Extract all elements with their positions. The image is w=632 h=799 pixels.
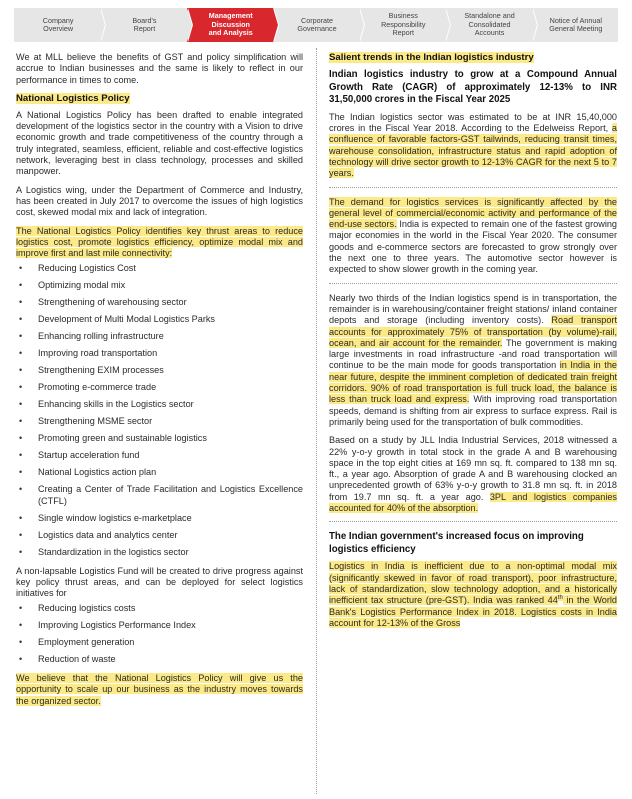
list-item: • Reducing logistics costs xyxy=(16,603,303,614)
transport-paragraph: Nearly two thirds of the Indian logistics spend is in transportation, the remainder is in warehousing/container freight stations/ inland container depots and storage (including inventory costs). Road transport accounts for approximately 75% of transportation (by volume)-rail, ocean, and air account for the remainder. The government is making large investments in road infrastructure -and road transportation will continue to be the main mode for goods transportation in India in the near future, despite the imminent completion of dedicated train freight corridors. 90% of road transportation is full truck load, the balance is less than truck load and express. With improving road transportation speeds, demand is shifting from air express to surface express. Rail is primarily being used for the transportation of bulk commodities. xyxy=(329,292,617,427)
list-item: • Enhancing skills in the Logistics sector xyxy=(16,399,303,410)
nlp-paragraph-1: A National Logistics Policy has been drafted to enable integrated development of the logistics sector in the country with a Vision to drive economic growth and trade competitiveness of the country through a truly integrated, seamless, efficient, reliable and cost-effective logistics network, leveraging best in class technology, processes and skilled manpower. xyxy=(16,109,303,177)
nlp-paragraph-3: The National Logistics Policy identifies key thrust areas to reduce logistics cost, promote logistics efficiency, optimize modal mix and improve first and last mile connectivity: xyxy=(16,225,303,259)
tab-label: Management Discussion and Analysis xyxy=(208,11,253,38)
tab-boards-report[interactable] xyxy=(100,8,186,42)
list-item: • Reduction of waste xyxy=(16,654,303,665)
section-divider xyxy=(329,521,617,522)
list-item: • Promoting green and sustainable logistics xyxy=(16,433,303,444)
nlp-paragraph-2: A Logistics wing, under the Department of Commerce and Industry, has been created in July 2017 to overcome the issues of high logistics cost, skewed modal mix and lack of integration. xyxy=(16,184,303,218)
growth-heading: Indian logistics industry to grow at a Compound Annual Growth Rate (CAGR) of approximately 12-13% to INR 31,50,000 crores in the Fiscal Year 2025 xyxy=(329,69,617,106)
list-item: • National Logistics action plan xyxy=(16,467,303,478)
column-divider xyxy=(316,48,317,794)
list-item: • Standardization in the logistics sector xyxy=(16,547,303,558)
tab-corporate-governance[interactable] xyxy=(273,8,359,42)
list-item: • Optimizing modal mix xyxy=(16,280,303,291)
left-column xyxy=(16,52,303,714)
fund-initiatives-list xyxy=(16,603,303,665)
government-focus-heading: The Indian government's increased focus on improving logistics efficiency xyxy=(329,531,584,555)
closing-paragraph: We believe that the National Logistics Policy will give us the opportunity to scale up our business as the industry moves towards the organized sector. xyxy=(16,672,303,706)
tab-label: Corporate Governance xyxy=(297,15,337,33)
list-item: • Strengthening of warehousing sector xyxy=(16,297,303,308)
intro-paragraph: We at MLL believe the benefits of GST and policy simplification will accrue to Indian businesses and the same is likely to reflect in our performance in times to come. xyxy=(16,52,303,85)
list-item: • Strengthening EXIM processes xyxy=(16,365,303,376)
list-item: • Strengthening MSME sector xyxy=(16,416,303,427)
list-item: • Startup acceleration fund xyxy=(16,450,303,461)
tab-management-discussion[interactable] xyxy=(187,8,273,42)
list-item: • Single window logistics e-marketplace xyxy=(16,513,303,524)
trends-heading: Salient trends in the Indian logistics industry xyxy=(329,52,534,63)
list-item: • Employment generation xyxy=(16,637,303,648)
list-item: • Improving road transportation xyxy=(16,348,303,359)
thrust-areas-list xyxy=(16,263,303,557)
tab-company-overview[interactable] xyxy=(14,8,100,42)
list-item: • Development of Multi Modal Logistics Parks xyxy=(16,314,303,325)
list-item: • Creating a Center of Trade Facilitation and Logistics Excellence (CTFL) xyxy=(16,484,303,507)
tab-accounts[interactable] xyxy=(445,8,531,42)
right-column xyxy=(329,52,617,636)
list-item: • Improving Logistics Performance Index xyxy=(16,620,303,631)
list-item: • Enhancing rolling infrastructure xyxy=(16,331,303,342)
logistics-fund-paragraph: A non-lapsable Logistics Fund will be created to drive progress against key policy thrust areas, and can be deployed for select logistics initiatives for xyxy=(16,565,303,599)
tab-label: Company Overview xyxy=(42,15,74,33)
section-nav xyxy=(14,8,618,42)
list-item: • Logistics data and analytics center xyxy=(16,530,303,541)
warehousing-paragraph: Based on a study by JLL India Industrial Services, 2018 witnessed a 22% y-o-y growth in total stock in the grade A and B warehousing space in the top eight cities at 169 mn sq. ft. compared to 138 mn sq. ft., a year ago. Absorption of grade A and B warehousing clocked an unprecedented growth of 63% y-o-y growth to 31.8 mn sq. ft. in 2018 from 19.7 mn sq. ft. a year ago. 3PL and logistics companies accounted for 40% of the absorption. xyxy=(329,435,617,513)
efficiency-paragraph: Logistics in India is inefficient due to a non-optimal modal mix (significantly skewed in favor of road transport), poor infrastructure, lack of standardization, slow technology adoption, and a historically inefficient tax structure (pre-GST). India was ranked 44th in the World Bank's Logistics Performance Index in 2018. Logistics costs in India account for 12-13% of the Gross xyxy=(329,561,617,628)
tab-business-responsibility[interactable] xyxy=(359,8,445,42)
tab-label: Standalone and Consolidated Accounts xyxy=(464,11,515,38)
list-item: • Reducing Logistics Cost xyxy=(16,263,303,274)
tab-label: Board's Report xyxy=(132,15,157,33)
tab-agm-notice[interactable] xyxy=(532,8,618,42)
tab-label: Notice of Annual General Meeting xyxy=(549,15,603,33)
market-size-paragraph: The Indian logistics sector was estimated to be at INR 15,40,000 crores in the Fiscal Year 2018. According to the Edelweiss Report, a confluence of favorable factors-GST tailwinds, reducing transit times, warehouse consolidation, infrastructure status and rapid adoption of technology will drive sector growth to 12-13% CAGR for the next 5 to 7 years. xyxy=(329,111,617,179)
tab-label: Business Responsibility Report xyxy=(381,11,426,38)
section-divider xyxy=(329,283,617,284)
list-item: • Promoting e-commerce trade xyxy=(16,382,303,393)
demand-paragraph: The demand for logistics services is significantly affected by the general level of commercial/economic activity and performance of the end-use sectors. India is expected to remain one of the fastest growing major economies in the world in the Fiscal Year 2020. The consumer goods and e-commerce sectors are forecasted to grow strongly over the next one to three years. The automotive sector however is expected to show slower growth in the coming year. xyxy=(329,196,617,275)
section-divider xyxy=(329,187,617,188)
nlp-heading: National Logistics Policy xyxy=(16,92,130,104)
